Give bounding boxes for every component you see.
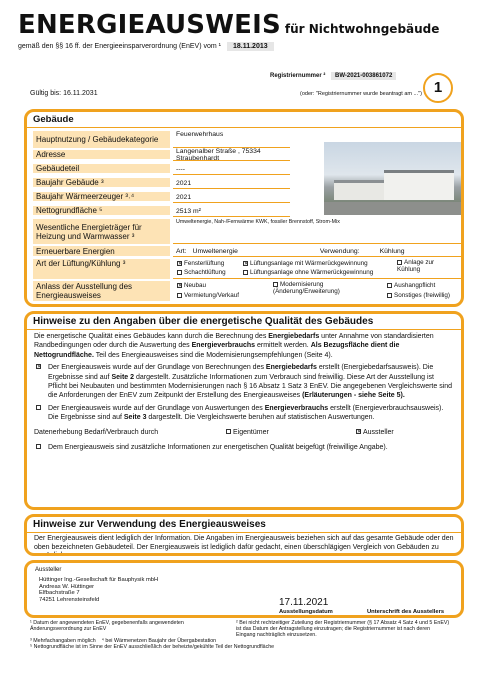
registration-label: Registriernummer ²: [270, 73, 326, 79]
page-number-badge: 1: [423, 73, 453, 103]
building-section-title: Gebäude: [27, 112, 461, 128]
law-date: 18.11.2013: [227, 42, 274, 51]
renewable-use-label: Verwendung:: [319, 247, 360, 255]
reason-notice-duty-option[interactable]: Aushangpflicht: [387, 282, 435, 289]
demand-certificate-option[interactable]: ✕ Der Energieausweis wurde auf der Grundlage von Berechnungen des Energiebedarfs erstellt (Energiebedarfsausweis). Die Ergebnisse sind auf Seite 2 dargestellt. Zusätzliche Informationen zum Verbrauch sind freiwillig. Diese Art der Ausstellung ist Pflicht bei Neubauten und bestimmten Modernisierungen nach § 16 Absatz 1 Satz 3 EnEV. Die angegebenen Vergleichswerte sind die Anforderungen der EnEV zum Zeitpunkt der Erstellung des Energieausweises (Erläuterungen - siehe Seite 5).: [37, 364, 453, 400]
issuer-section: [24, 560, 464, 618]
issue-date: 17.11.2021: [279, 597, 329, 608]
checked-checkbox-icon: ✕: [244, 260, 249, 267]
construction-year-value: 2021: [173, 178, 290, 189]
photo-building-right: [384, 170, 454, 200]
checkbox-icon: [273, 282, 278, 287]
issue-date-label: Ausstellungsdatum: [279, 609, 333, 615]
checkbox-icon: [36, 444, 41, 449]
building-section: [24, 109, 464, 307]
owner-option[interactable]: Eigentümer: [226, 428, 269, 437]
ventilation-no-recovery-option[interactable]: Lüftungsanlage ohne Wärmerückgewinnung: [243, 269, 373, 276]
ventilation-window-option[interactable]: ✕ Fensterlüftung: [178, 260, 225, 267]
document-subtitle: für Nichtwohngebäude: [284, 22, 440, 36]
energy-carrier-label: Wesentliche Energieträger für Heizung und Warmwasser ³: [33, 219, 170, 244]
usage-notes-title: Hinweise zur Verwendung des Energieausweises: [27, 517, 461, 533]
footnote-4: ⁴ bei Wärmenetzen Baujahr der Übergabestation: [101, 638, 217, 644]
document-title: ENERGIEAUSWEIS: [18, 10, 281, 40]
checked-checkbox-icon: ✕: [178, 282, 183, 289]
heater-year-value: 2021: [173, 192, 290, 203]
quality-notes-body: [27, 330, 461, 454]
checkbox-icon: [387, 293, 392, 298]
address-value: Langenalber Straße , 75334 Straubenhardt: [173, 150, 290, 161]
floor-area-value: 2513 m²: [173, 206, 290, 217]
photo-road: [324, 202, 461, 215]
renewable-type-label: Art:: [176, 247, 187, 255]
registration-note: (oder: "Registriernummer wurde beantragt am ..."): [300, 91, 422, 97]
footnote-5: ⁵ Nettogrundfläche ist im Sinne der EnEV ausschließlich der beheizte/gekühlte Teil der Nettogrundfläche: [30, 644, 275, 650]
checkbox-icon: [177, 270, 182, 275]
footnote-1: ¹ Datum der angewendeten EnEV, gegebenenfalls angewendeten Änderungsverordnung zur EnEV: [30, 620, 184, 632]
data-collection-row: [34, 427, 454, 439]
quality-intro: Die energetische Qualität eines Gebäudes kann durch die Berechnung des Energiebedarfs unter Annahme von standardisierten Randbedingungen oder durch die Auswertung des Energieverbrauchs ermittelt werden. Als Bezugsfläche dient die Nettogrundfläche. Teil des Energieausweises sind die Modernisierungsempfehlungen (Seite 4).: [34, 333, 434, 359]
renewable-value: [173, 246, 461, 257]
reason-new-building-option[interactable]: ✕ Neubau: [178, 282, 207, 289]
cooling-system-option[interactable]: Anlage zur Kühlung: [397, 259, 435, 273]
checkbox-icon: [36, 405, 41, 410]
usage-label: Hauptnutzung / Gebäudekategorie: [33, 131, 170, 148]
issuer-address: Hüttinger Ing.-Gesellschaft für Bauphysik mbH Andreas W. Hüttinger Elfbachstraße 7 74251 Lehrensteinsfeld: [39, 577, 159, 603]
ventilation-heat-recovery-option[interactable]: ✕ Lüftungsanlage mit Wärmerückgewinnung: [244, 260, 368, 267]
reason-rental-sale-option[interactable]: Vermietung/Verkauf: [177, 292, 239, 299]
renewable-label: Erneuerbare Energien: [33, 246, 170, 256]
document-header: [18, 10, 466, 51]
renewable-use-value: Kühlung: [379, 247, 405, 255]
checkbox-icon: [226, 429, 231, 434]
valid-until: Gültig bis: 16.11.2031: [30, 90, 98, 97]
energy-carrier-value: Umweltenergie, Nah-/Fernwärme KWK, fossiler Brennstoff, Strom-Mix: [173, 219, 461, 244]
law-text: gemäß den §§ 16 ff. der Energieeinsparverordnung (EnEV) vom ¹: [18, 43, 221, 50]
reason-other-option[interactable]: Sonstiges (freiwillig): [387, 292, 450, 299]
checkbox-icon: [243, 270, 248, 275]
quality-notes-title: Hinweise zu den Angaben über die energetische Qualität des Gebäudes: [27, 314, 461, 330]
construction-year-label: Baujahr Gebäude ³: [33, 178, 170, 187]
ventilation-label: Art der Lüftung/Kühlung ³: [33, 259, 170, 279]
quality-notes-section: [24, 311, 464, 510]
address-label: Adresse: [33, 150, 170, 159]
ventilation-shaft-option[interactable]: Schachtlüftung: [177, 269, 226, 276]
issue-reason-label: Anlass der Ausstellung des Energieausweises: [33, 281, 170, 301]
checkbox-icon: [397, 260, 402, 265]
floor-area-label: Nettogrundfläche ⁵: [33, 206, 170, 215]
issuer-option[interactable]: ✕ Aussteller: [357, 428, 394, 436]
checkbox-icon: [387, 283, 392, 288]
heater-year-label: Baujahr Wärmeerzeuger ³˒⁴: [33, 192, 170, 201]
building-photo: [324, 142, 461, 215]
checkbox-icon: [177, 293, 182, 298]
issue-reason-options: [173, 281, 461, 301]
reason-modernisation-option[interactable]: Modernisierung (Änderung/Erweiterung): [273, 281, 340, 295]
additional-info-option[interactable]: Dem Energieausweis sind zusätzliche Informationen zur energetischen Qualität beigefügt (freiwillige Angabe).: [34, 443, 454, 452]
footnotes: [30, 620, 450, 650]
checked-checkbox-icon: ✕: [357, 429, 362, 436]
building-part-value: ----: [173, 164, 290, 175]
usage-notes-text: Der Energieausweis dient lediglich der Information. Die Angaben im Energieausweis beziehen sich auf das gesamte Gebäude oder den oben bezeichneten Gebäudeteil. Der Energieausweis ist lediglich dafür gedacht, einen überschlägigen Vergleich von Gebäuden zu ermöglichen.: [34, 535, 454, 556]
registration-value: BW-2021-003861072: [331, 72, 396, 80]
data-collection-label: Datenerhebung Bedarf/Verbrauch durch: [34, 428, 159, 436]
checked-checkbox-icon: ✕: [37, 364, 42, 371]
usage-value: Feuerwehrhaus: [173, 131, 290, 148]
footnote-3: ³ Mehrfachangaben möglich: [30, 638, 96, 644]
renewable-type-value: Umweltenergie: [192, 247, 238, 255]
issuer-label: Aussteller: [35, 567, 62, 573]
usage-notes-section: [24, 514, 464, 556]
registration-row: [270, 73, 396, 79]
footnote-2: ² Bei nicht rechtzeitiger Zuteilung der Registriernummer (§ 17 Absatz 4 Satz 4 und 5 EnEV) ist das Datum der Antragstellung einzutragen; die Registriernummer ist nach deren Eingang nachträglich einzusetzen.: [236, 620, 450, 638]
law-reference: [18, 42, 466, 51]
ventilation-options: [173, 259, 461, 279]
building-part-label: Gebäudeteil: [33, 164, 170, 173]
consumption-certificate-option[interactable]: Der Energieausweis wurde auf der Grundlage von Auswertungen des Energieverbrauchs erstellt (Energieverbrauchsausweis). Die Ergebnisse sind auf Seite 3 dargestellt. Die Vergleichswerte beruhen auf statistischen Auswertungen.: [34, 404, 454, 423]
signature-label: Unterschrift des Ausstellers: [367, 609, 445, 615]
checked-checkbox-icon: ✕: [178, 260, 183, 267]
